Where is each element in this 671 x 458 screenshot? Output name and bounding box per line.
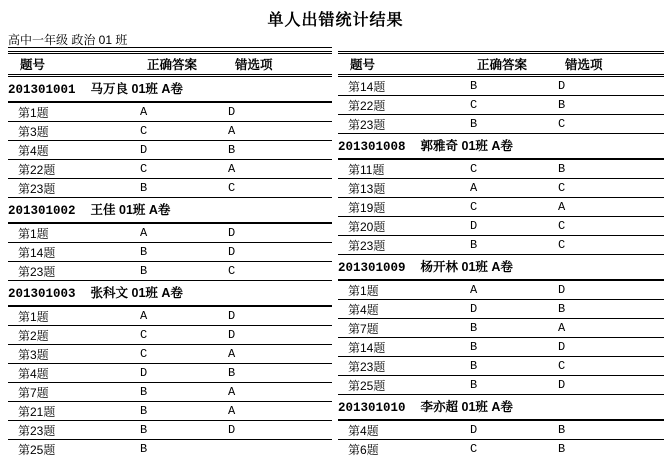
wrong-option-cell: B xyxy=(228,143,236,157)
student-group-header xyxy=(338,255,664,281)
correct-answer-cell: C xyxy=(140,347,148,361)
wrong-option-cell: B xyxy=(558,98,566,112)
student-id: 201301009 xyxy=(338,261,406,275)
student-id: 201301001 xyxy=(8,83,76,97)
left-column xyxy=(8,33,332,458)
wrong-option-cell: A xyxy=(228,162,236,176)
wrong-option-cell: C xyxy=(558,219,566,233)
table-row xyxy=(338,421,664,440)
question-cell: 第6题 xyxy=(348,442,379,457)
wrong-option-cell: D xyxy=(558,283,566,297)
table-row xyxy=(338,319,664,338)
correct-answer-cell: C xyxy=(140,328,148,342)
correct-answer-cell: B xyxy=(140,404,148,418)
table-row xyxy=(338,440,664,458)
wrong-option-cell: A xyxy=(228,404,236,418)
header-correct-answer: 正确答案 xyxy=(147,58,198,72)
correct-answer-cell: B xyxy=(140,442,148,456)
student-name: 杨开林 01班 A卷 xyxy=(420,260,513,274)
student-name: 王佳 01班 A卷 xyxy=(90,203,171,217)
student-group-header xyxy=(338,134,664,160)
question-cell: 第25题 xyxy=(348,378,386,393)
right-column xyxy=(338,51,664,458)
correct-answer-cell: A xyxy=(140,226,148,240)
wrong-option-cell: C xyxy=(558,238,566,252)
table-row xyxy=(8,122,332,141)
question-cell: 第22题 xyxy=(348,98,386,113)
header-correct-answer: 正确答案 xyxy=(477,58,528,72)
table-row xyxy=(338,217,664,236)
wrong-option-cell: B xyxy=(228,366,236,380)
question-cell: 第21题 xyxy=(18,404,56,419)
wrong-option-cell: A xyxy=(228,124,236,138)
student-name: 郭雅奇 01班 A卷 xyxy=(420,139,513,153)
student-id: 201301008 xyxy=(338,140,406,154)
student-name: 马万良 01班 A卷 xyxy=(90,82,183,96)
table-row xyxy=(8,364,332,383)
table-row xyxy=(8,262,332,281)
table-row xyxy=(338,198,664,217)
question-cell: 第20题 xyxy=(348,219,386,234)
table-row xyxy=(338,338,664,357)
correct-answer-cell: D xyxy=(140,143,148,157)
table-row xyxy=(8,243,332,262)
question-cell: 第14题 xyxy=(348,340,386,355)
student-id: 201301002 xyxy=(8,204,76,218)
question-cell: 第3题 xyxy=(18,347,49,362)
question-cell: 第23题 xyxy=(348,238,386,253)
table-row xyxy=(338,160,664,179)
wrong-option-cell: C xyxy=(228,181,236,195)
wrong-option-cell: D xyxy=(228,226,236,240)
question-cell: 第7题 xyxy=(18,385,49,400)
correct-answer-cell: B xyxy=(470,359,478,373)
student-group-header xyxy=(8,198,332,224)
table-row xyxy=(8,141,332,160)
correct-answer-cell: B xyxy=(470,378,478,392)
correct-answer-cell: D xyxy=(470,423,478,437)
question-cell: 第13题 xyxy=(348,181,386,196)
correct-answer-cell: C xyxy=(470,442,478,456)
table-row xyxy=(8,345,332,364)
table-row xyxy=(8,402,332,421)
wrong-option-cell: D xyxy=(228,105,236,119)
correct-answer-cell: D xyxy=(140,366,148,380)
question-cell: 第1题 xyxy=(348,283,379,298)
table-row xyxy=(8,103,332,122)
question-cell: 第11题 xyxy=(348,162,385,177)
student-group-header xyxy=(8,77,332,103)
table-row xyxy=(338,376,664,395)
table-row xyxy=(8,224,332,243)
table-row xyxy=(8,440,332,458)
correct-answer-cell: B xyxy=(470,117,478,131)
student-name: 李亦超 01班 A卷 xyxy=(420,400,513,414)
class-subtitle: 高中一年级 政治 01 班 xyxy=(8,33,332,48)
question-cell: 第22题 xyxy=(18,162,56,177)
student-id: 201301003 xyxy=(8,287,76,301)
table-header-row xyxy=(8,51,332,77)
table-row xyxy=(338,96,664,115)
correct-answer-cell: B xyxy=(470,340,478,354)
correct-answer-cell: C xyxy=(140,162,148,176)
left-table-body xyxy=(8,77,332,458)
question-cell: 第23题 xyxy=(18,264,56,279)
wrong-option-cell: D xyxy=(558,340,566,354)
question-cell: 第4题 xyxy=(18,143,49,158)
table-header-row xyxy=(338,51,664,77)
correct-answer-cell: A xyxy=(470,283,478,297)
wrong-option-cell: D xyxy=(228,245,236,259)
wrong-option-cell: D xyxy=(558,79,566,93)
table-row xyxy=(338,236,664,255)
table-row xyxy=(8,179,332,198)
correct-answer-cell: C xyxy=(140,124,148,138)
correct-answer-cell: B xyxy=(470,238,478,252)
question-cell: 第14题 xyxy=(18,245,56,260)
wrong-option-cell: D xyxy=(558,378,566,392)
wrong-option-cell: B xyxy=(558,162,566,176)
correct-answer-cell: C xyxy=(470,98,478,112)
student-group-header xyxy=(338,395,664,421)
correct-answer-cell: B xyxy=(140,385,148,399)
wrong-option-cell: B xyxy=(558,442,566,456)
correct-answer-cell: C xyxy=(470,200,478,214)
wrong-option-cell: C xyxy=(228,264,236,278)
wrong-option-cell: D xyxy=(228,309,236,323)
table-row xyxy=(8,160,332,179)
question-cell: 第4题 xyxy=(18,366,49,381)
table-row xyxy=(338,357,664,376)
student-name: 张科文 01班 A卷 xyxy=(90,286,183,300)
student-group-header xyxy=(8,281,332,307)
header-wrong-option: 错选项 xyxy=(235,58,273,72)
question-cell: 第3题 xyxy=(18,124,49,139)
question-cell: 第23题 xyxy=(348,117,386,132)
wrong-option-cell: B xyxy=(558,302,566,316)
correct-answer-cell: B xyxy=(140,423,148,437)
question-cell: 第2题 xyxy=(18,328,49,343)
question-cell: 第23题 xyxy=(18,423,56,438)
table-row xyxy=(338,179,664,198)
table-row xyxy=(8,307,332,326)
header-question-number: 题号 xyxy=(20,58,46,72)
correct-answer-cell: A xyxy=(140,105,148,119)
question-cell: 第7题 xyxy=(348,321,379,336)
wrong-option-cell: C xyxy=(558,117,566,131)
table-row xyxy=(338,115,664,134)
wrong-option-cell: D xyxy=(228,423,236,437)
question-cell: 第1题 xyxy=(18,226,49,241)
correct-answer-cell: B xyxy=(140,245,148,259)
correct-answer-cell: A xyxy=(140,309,148,323)
table-row xyxy=(8,421,332,440)
correct-answer-cell: D xyxy=(470,302,478,316)
header-question-number: 题号 xyxy=(350,58,376,72)
question-cell: 第19题 xyxy=(348,200,386,215)
wrong-option-cell: C xyxy=(558,359,566,373)
wrong-option-cell: D xyxy=(228,328,236,342)
table-row xyxy=(338,281,664,300)
question-cell: 第1题 xyxy=(18,105,49,120)
question-cell: 第25题 xyxy=(18,442,56,457)
table-row xyxy=(338,77,664,96)
question-cell: 第23题 xyxy=(18,181,56,196)
page-title: 单人出错统计结果 xyxy=(267,12,404,29)
wrong-option-cell: B xyxy=(558,423,566,437)
correct-answer-cell: C xyxy=(470,162,478,176)
wrong-option-cell: A xyxy=(558,321,566,335)
question-cell: 第4题 xyxy=(348,302,379,317)
question-cell: 第1题 xyxy=(18,309,49,324)
table-row xyxy=(338,300,664,319)
correct-answer-cell: B xyxy=(140,181,148,195)
right-table-body xyxy=(338,77,664,458)
correct-answer-cell: A xyxy=(470,181,478,195)
correct-answer-cell: B xyxy=(470,321,478,335)
table-row xyxy=(8,326,332,345)
correct-answer-cell: D xyxy=(470,219,478,233)
wrong-option-cell: A xyxy=(558,200,566,214)
question-cell: 第14题 xyxy=(348,79,386,94)
table-row xyxy=(8,383,332,402)
question-cell: 第23题 xyxy=(348,359,386,374)
wrong-option-cell: A xyxy=(228,347,236,361)
wrong-option-cell: C xyxy=(558,181,566,195)
wrong-option-cell: A xyxy=(228,385,236,399)
correct-answer-cell: B xyxy=(470,79,478,93)
header-wrong-option: 错选项 xyxy=(565,58,603,72)
question-cell: 第4题 xyxy=(348,423,379,438)
correct-answer-cell: B xyxy=(140,264,148,278)
student-id: 201301010 xyxy=(338,401,406,415)
